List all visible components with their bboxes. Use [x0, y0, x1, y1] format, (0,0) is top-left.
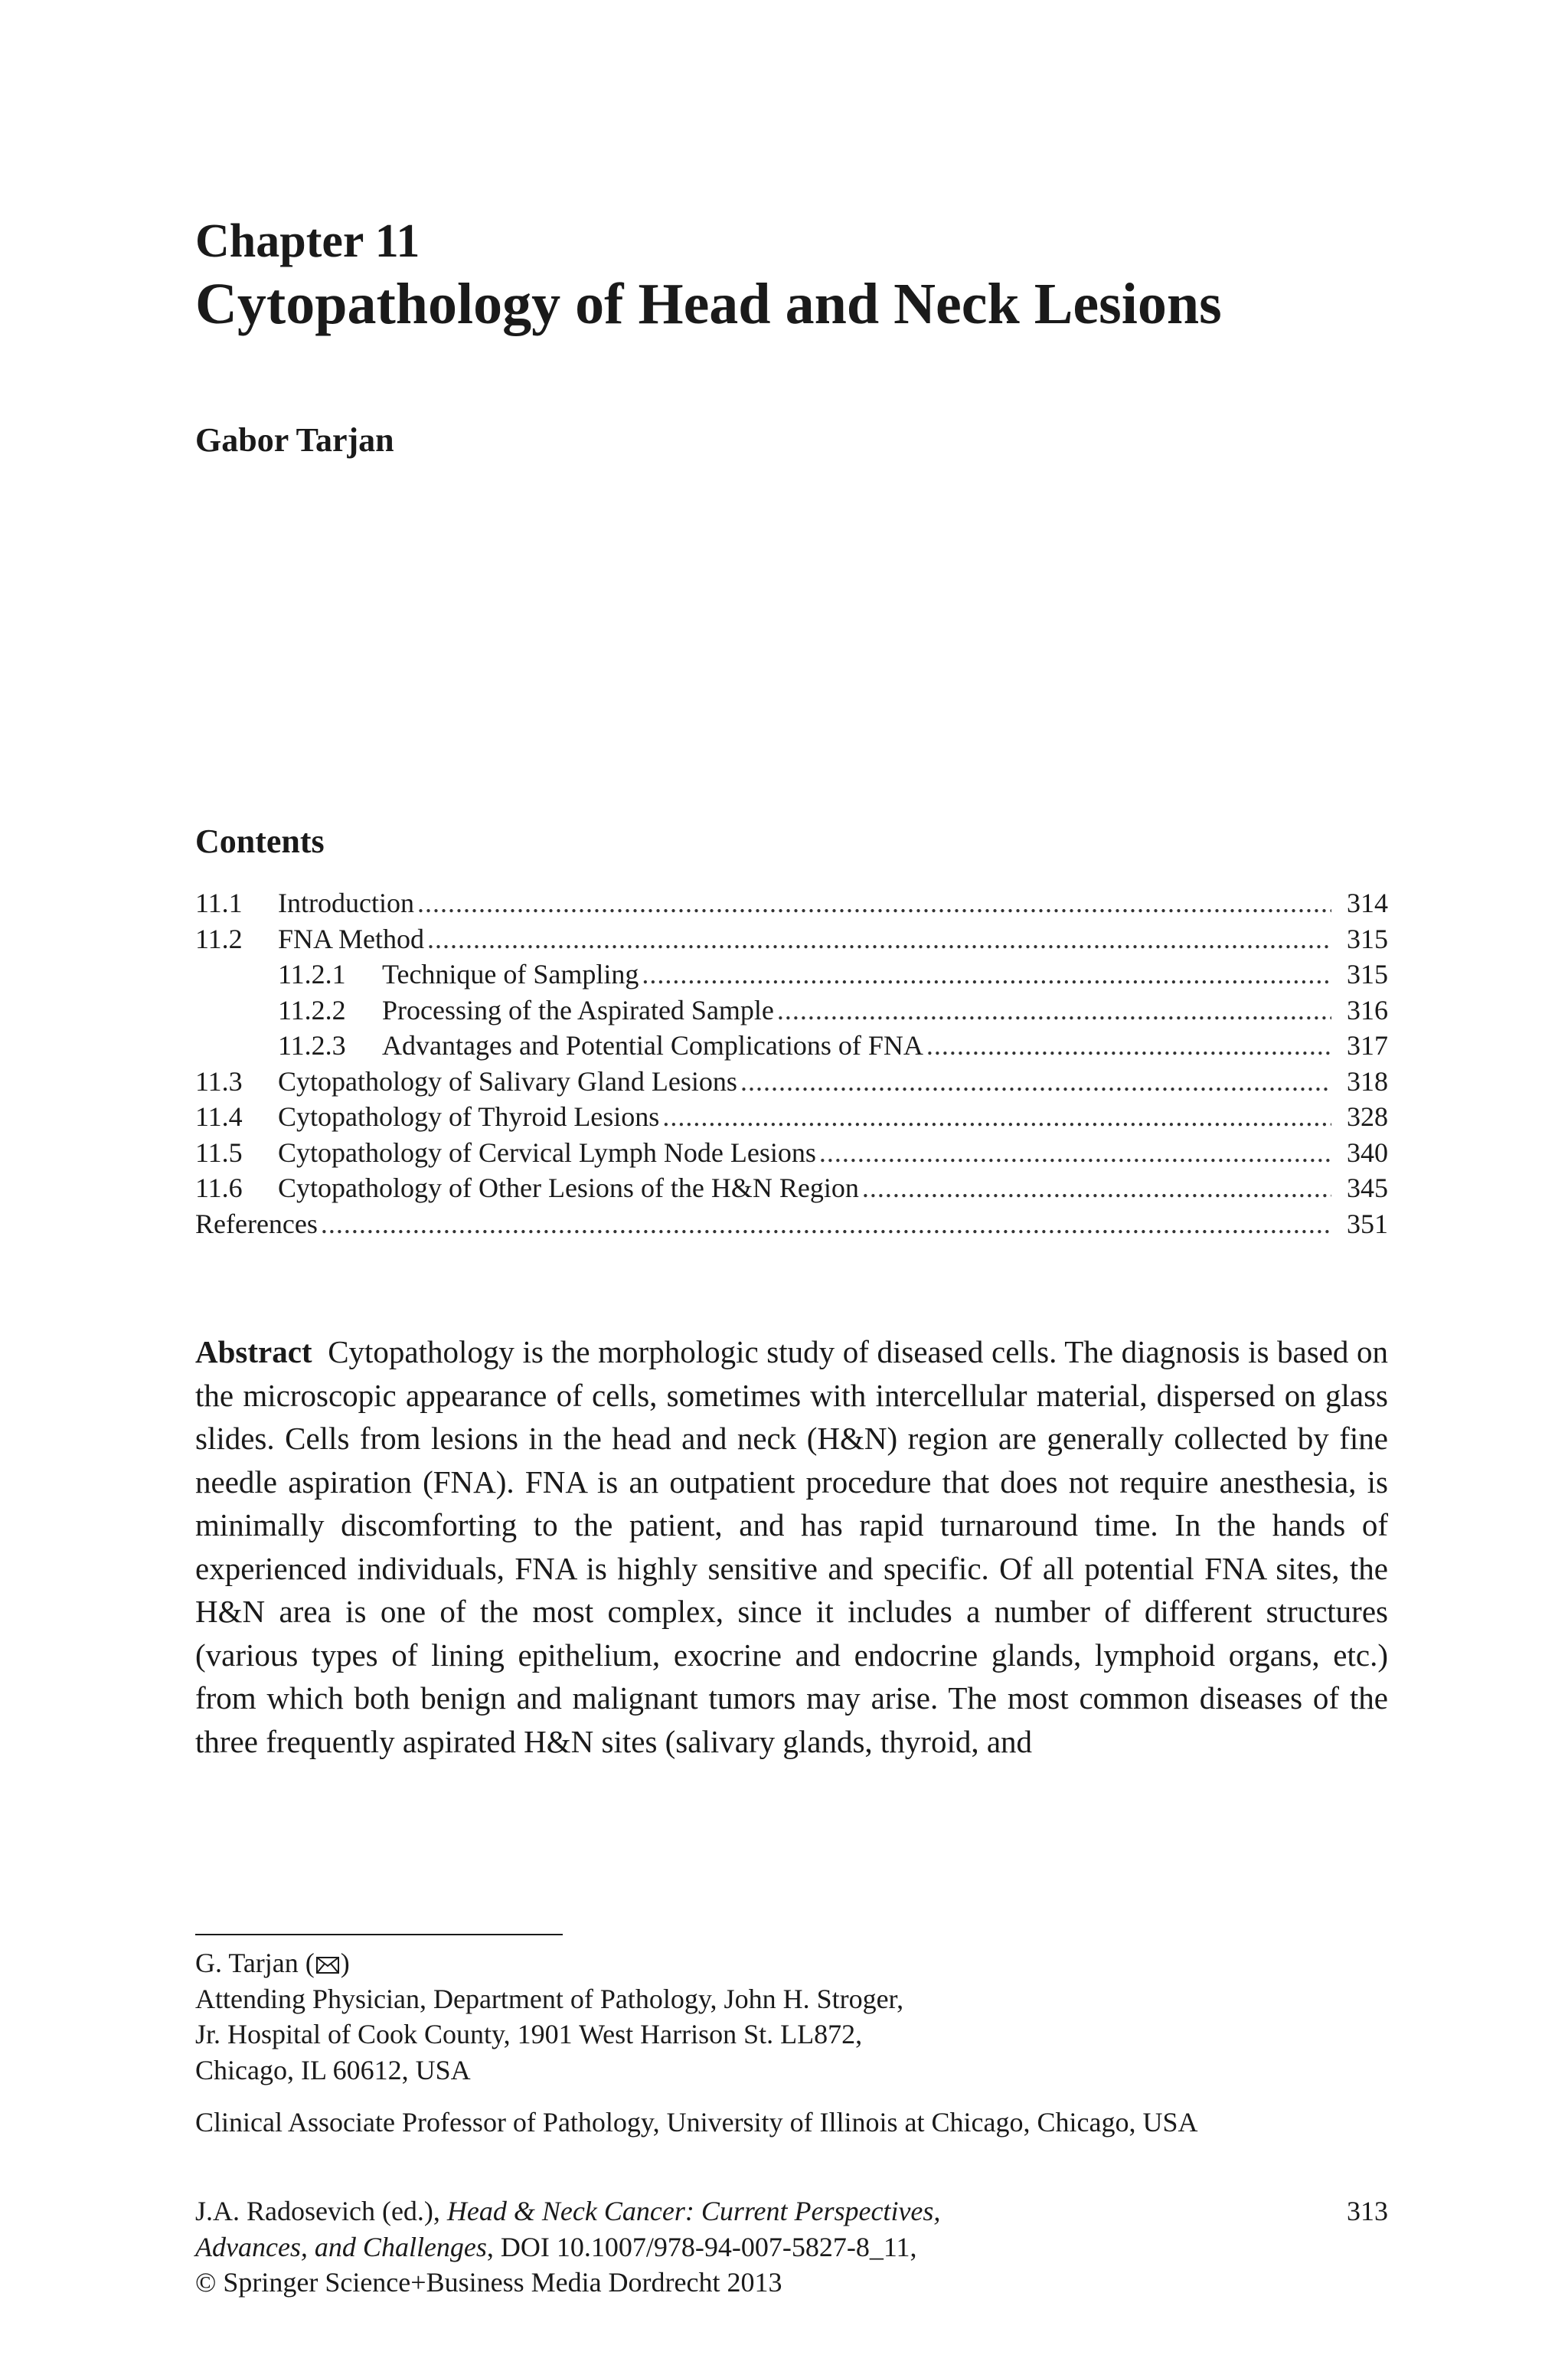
toc-entry-page: 314 [1347, 888, 1388, 918]
abstract-text: Cytopathology is the morphologic study of diseased cells. The diagnosis is based on the microscopic appearance of cells, sometimes with intercellular material, dispersed on glass slides. Cells from lesions in the head and neck (H&N) region are generally collected by fine needle aspiration (FNA). FNA is an outpatient procedure that does not require anesthesia, is minimally discomforting to the patient, and has rapid turnaround time. In the hands of experienced individuals, FNA is highly sensitive and specific. Of all potential FNA sites, the H&N area is one of the most complex, since it includes a number of different structures (various types of lining epithelium, exocrine and endocrine glands, lymphoid organs, etc.) from which both benign and malignant tumors may arise. The most common diseases of the three frequently aspirated H&N sites (salivary glands, thyroid, and [195, 1334, 1389, 1759]
toc-entry-number: 11.3 [195, 1065, 243, 1097]
footnote-gap [195, 2088, 1388, 2105]
toc-leader-dots [862, 1170, 1331, 1205]
toc-entry[interactable] [195, 1064, 1388, 1100]
toc-entry-page: 345 [1347, 1173, 1388, 1203]
chapter-label: Chapter 11 [195, 215, 420, 267]
footnote-author-line [195, 1945, 1388, 1981]
toc-entry-page: 315 [1347, 959, 1388, 989]
toc-entry-title: Technique of Sampling [382, 959, 639, 989]
toc-entry[interactable] [195, 1170, 1388, 1206]
toc-entry[interactable] [195, 1135, 1388, 1171]
citation-book-title-2: Advances, and Challenges [195, 2231, 487, 2262]
toc-entry-title: Cytopathology of Other Lesions of the H&N Region [278, 1173, 859, 1203]
author-name: Gabor Tarjan [195, 421, 394, 459]
footnote-divider [195, 1934, 563, 1935]
toc-leader-dots [662, 1099, 1331, 1134]
toc-entry-page: 351 [1347, 1208, 1388, 1239]
toc-leader-dots [926, 1028, 1331, 1063]
toc-leader-dots [417, 885, 1331, 921]
author-footnote [195, 1945, 1388, 2141]
toc-entry-title: FNA Method [278, 923, 425, 954]
affiliation-line: Chicago, IL 60612, USA [195, 2054, 471, 2085]
citation-book-title-1: Head & Neck Cancer: Current Perspectives, [446, 2196, 941, 2226]
toc-entry-page: 318 [1347, 1065, 1388, 1097]
citation-line-2 [195, 2229, 1152, 2265]
contents-heading: Contents [195, 823, 325, 860]
toc-leader-dots [427, 921, 1331, 957]
toc-entry-title: References [195, 1208, 318, 1239]
abstract-label: Abstract [195, 1334, 312, 1369]
page-number: 313 [1347, 2196, 1388, 2226]
citation-doi: , DOI 10.1007/978-94-007-5827-8_11, [486, 2231, 917, 2262]
toc-leader-dots [740, 1064, 1331, 1099]
toc-subentry[interactable] [195, 993, 1388, 1029]
toc-entry-title: Advantages and Potential Complications of FNA [382, 1030, 923, 1061]
envelope-icon[interactable] [316, 1957, 339, 1974]
toc-entry[interactable] [195, 1099, 1388, 1135]
toc-entry-page: 317 [1347, 1030, 1388, 1061]
footnote-paren-open: ( [305, 1948, 315, 1978]
toc-subentry[interactable] [195, 1028, 1388, 1064]
toc-entry-number: 11.2.3 [278, 1030, 346, 1061]
toc-leader-dots [321, 1206, 1331, 1241]
book-citation [195, 2193, 1152, 2301]
toc-entry-page: 340 [1347, 1137, 1388, 1168]
toc-entry-number: 11.4 [195, 1101, 243, 1132]
toc-entry-title: Cytopathology of Salivary Gland Lesions [278, 1065, 737, 1097]
toc-entry-title: Cytopathology of Cervical Lymph Node Lesions [278, 1137, 816, 1168]
toc-entry-title: Introduction [278, 888, 414, 918]
toc-entry-references[interactable] [195, 1206, 1388, 1242]
citation-editor: J.A. Radosevich (ed.), [195, 2196, 447, 2226]
abstract-paragraph [195, 1330, 1388, 1763]
toc-entry-page: 328 [1347, 1101, 1388, 1132]
toc-leader-dots [777, 993, 1331, 1028]
table-of-contents [195, 885, 1388, 1241]
toc-leader-dots [642, 957, 1331, 992]
toc-entry-page: 315 [1347, 923, 1388, 954]
toc-entry-number: 11.2.1 [278, 959, 346, 989]
footnote-paren-close: ) [340, 1948, 350, 1978]
citation-copyright: © Springer Science+Business Media Dordrecht 2013 [195, 2267, 782, 2298]
affiliation-line: Jr. Hospital of Cook County, 1901 West Harrison St. LL872, [195, 2019, 863, 2049]
toc-entry[interactable] [195, 885, 1388, 921]
chapter-title: Cytopathology of Head and Neck Lesions [195, 272, 1222, 336]
toc-entry-number: 11.1 [195, 888, 243, 918]
toc-entry-page: 316 [1347, 994, 1388, 1025]
toc-leader-dots [819, 1135, 1331, 1170]
toc-entry-number: 11.2.2 [278, 994, 346, 1025]
toc-entry-number: 11.2 [195, 923, 243, 954]
citation-line-1 [195, 2193, 1152, 2229]
second-affiliation: Clinical Associate Professor of Pathology, University of Illinois at Chicago, Chicago, USA [195, 2107, 1198, 2138]
toc-entry[interactable] [195, 921, 1388, 957]
toc-entry-number: 11.5 [195, 1137, 243, 1168]
toc-entry-number: 11.6 [195, 1173, 243, 1203]
toc-entry-title: Processing of the Aspirated Sample [382, 994, 774, 1025]
footnote-author-name: G. Tarjan [195, 1948, 299, 1978]
toc-subentry[interactable] [195, 957, 1388, 993]
toc-entry-title: Cytopathology of Thyroid Lesions [278, 1101, 660, 1132]
affiliation-line: Attending Physician, Department of Pathology, John H. Stroger, [195, 1983, 904, 2014]
